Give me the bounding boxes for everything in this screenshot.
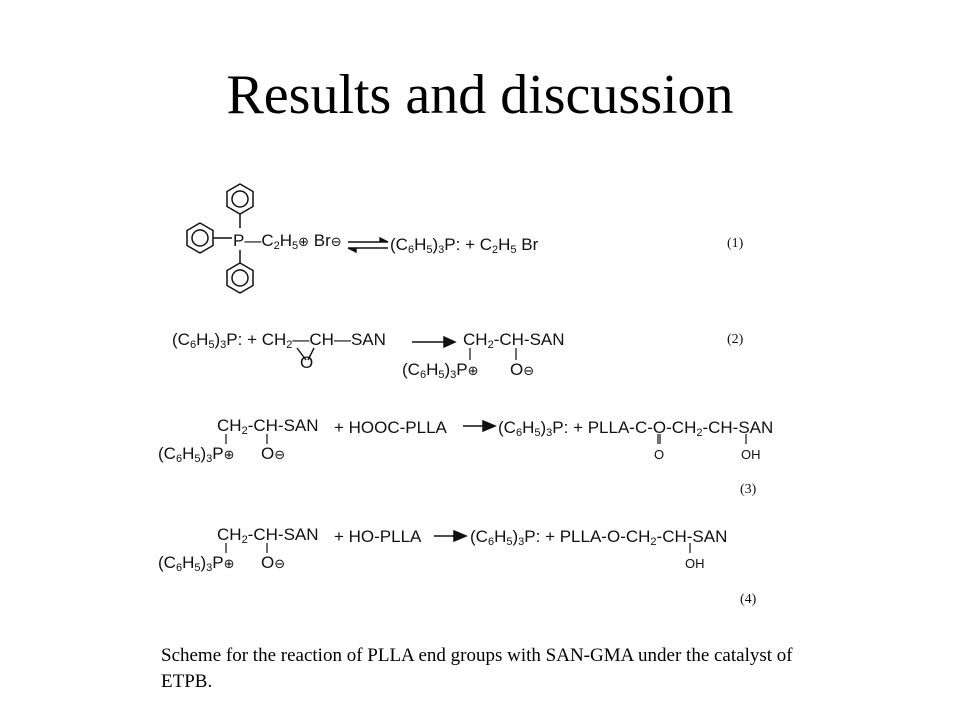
reaction3-reagent: + HOOC-PLLA — [334, 418, 447, 437]
reaction4-number: (4) — [740, 592, 757, 607]
reaction4-hydroxyl: OH — [685, 556, 705, 571]
reaction1-products: $(C_6H_5)_3P$: + $C_2H_5$ Br — [390, 235, 539, 256]
reaction3-oxide: O⊖ — [261, 444, 286, 463]
reaction2-number: (2) — [727, 332, 744, 347]
reaction3-phosphonium: $(C_6H_5)_3P\oplus$ — [158, 444, 235, 465]
scheme-caption: Scheme for the reaction of PLLA end groups with SAN-GMA under the catalyst of ETPB. — [161, 645, 793, 692]
reaction2-oxide: O⊖ — [510, 360, 535, 379]
reaction3-carbonyl-oxygen: O — [654, 447, 665, 462]
reaction-arrow-4 — [434, 531, 466, 541]
phenyl-ring-top — [227, 184, 253, 214]
reaction3-chain: $CH_2-CH$-SAN — [217, 416, 319, 437]
reaction2-product-chain: $CH_2-CH$-SAN — [463, 330, 565, 351]
reaction2-product-ion: $(C_6H_5)_3P\oplus$ — [402, 360, 479, 381]
reaction3-products: $(C_6H_5)_3P$: + PLLA-$C-O-CH_2-CH$-SAN — [498, 418, 774, 439]
reaction3-hydroxyl: OH — [741, 447, 761, 462]
reaction4-oxide: O⊖ — [261, 553, 286, 572]
reaction4-phosphonium: $(C_6H_5)_3P\oplus$ — [158, 553, 235, 574]
reaction4-products: $(C_6H_5)_3P$: + PLLA-$O-CH_2-CH$-SAN — [470, 527, 728, 548]
reaction2-epoxide-oxygen: O — [300, 353, 314, 372]
phenyl-ring-left — [187, 223, 213, 253]
reaction4-chain: $CH_2-CH$-SAN — [217, 525, 319, 546]
equilibrium-arrow — [348, 238, 388, 252]
reaction-arrow-2 — [412, 337, 455, 347]
reaction4-reagent: + HO-PLLA — [334, 527, 422, 546]
reaction-arrow-3 — [463, 421, 495, 431]
reaction-scheme — [150, 170, 830, 620]
reaction3-number: (3) — [740, 482, 757, 497]
reaction1-phosphonium: $P—C_2H_5\oplus$ Br⊖ — [233, 231, 342, 252]
phenyl-ring-bottom — [227, 263, 253, 293]
slide-title: Results and discussion — [226, 64, 734, 126]
reaction2-reactants: $(C_6H_5)_3P$: + $CH_2—CH—SAN$ — [172, 330, 386, 351]
reaction1-number: (1) — [727, 236, 744, 251]
